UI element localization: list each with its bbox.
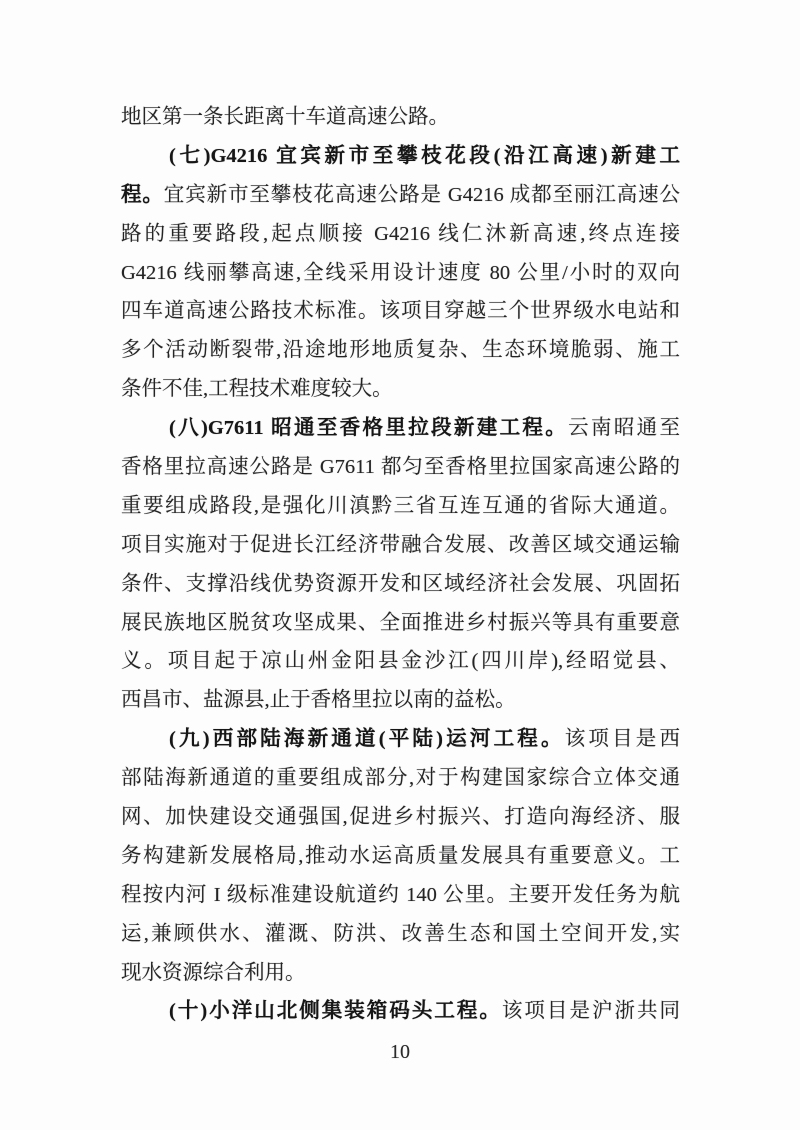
document-line bbox=[121, 137, 680, 176]
document-line bbox=[121, 292, 680, 331]
line-regular-segment: 重要组成路段,是强化川滇黔三省互连互通的省际大通道。 bbox=[121, 494, 680, 517]
document-line bbox=[121, 331, 680, 370]
page-number: 10 bbox=[390, 1041, 410, 1063]
line-regular-segment: 路的重要路段,起点顺接 G4216 线仁沐新高速,终点连接 bbox=[121, 222, 680, 245]
document-line bbox=[121, 98, 680, 137]
document-line bbox=[121, 720, 680, 759]
document-line bbox=[121, 798, 680, 837]
document-line bbox=[121, 759, 680, 798]
line-regular-segment: 部陆海新通道的重要组成部分,对于构建国家综合立体交通 bbox=[121, 767, 680, 790]
line-regular-segment: 多个活动断裂带,沿途地形地质复杂、生态环境脆弱、施工 bbox=[121, 339, 680, 362]
text-block bbox=[121, 98, 680, 1031]
line-regular-segment: 务构建新发展格局,推动水运高质量发展具有重要意义。工 bbox=[121, 844, 680, 867]
document-line bbox=[121, 915, 680, 954]
line-regular-segment: 宜宾新市至攀枝花高速公路是 G4216 成都至丽江高速公 bbox=[163, 183, 680, 206]
line-bold-segment: (十)小洋山北侧集装箱码头工程。 bbox=[169, 1000, 502, 1023]
line-bold-segment: (九)西部陆海新通道(平陆)运河工程。 bbox=[169, 728, 565, 751]
line-regular-segment: 项目实施对于促进长江经济带融合发展、改善区域交通运输 bbox=[121, 533, 680, 556]
line-bold-segment: 程。 bbox=[121, 183, 164, 206]
document-line bbox=[121, 604, 680, 643]
line-regular-segment: 现水资源综合利用。 bbox=[121, 961, 306, 984]
line-regular-segment: 程按内河 I 级标准建设航道约 140 公里。主要开发任务为航 bbox=[121, 883, 680, 906]
document-line bbox=[121, 370, 680, 409]
line-regular-segment: 条件不佳,工程技术难度较大。 bbox=[121, 378, 393, 401]
document-line bbox=[121, 487, 680, 526]
line-bold-segment: (七)G4216 宜宾新市至攀枝花段(沿江高速)新建工 bbox=[169, 144, 680, 167]
document-line bbox=[121, 215, 680, 254]
line-regular-segment: 该项目是西 bbox=[564, 728, 680, 751]
line-bold-segment: (八)G7611 昭通至香格里拉段新建工程。 bbox=[169, 417, 569, 440]
document-line bbox=[121, 565, 680, 604]
line-regular-segment: 香格里拉高速公路是 G7611 都匀至香格里拉国家高速公路的 bbox=[121, 456, 680, 479]
document-line bbox=[121, 254, 680, 293]
line-regular-segment: 云南昭通至 bbox=[568, 417, 680, 440]
document-line bbox=[121, 954, 680, 993]
document-line bbox=[121, 837, 680, 876]
document-line bbox=[121, 409, 680, 448]
line-regular-segment: 条件、支撑沿线优势资源开发和区域经济社会发展、巩固拓 bbox=[121, 572, 680, 595]
line-regular-segment: 地区第一条长距离十车道高速公路。 bbox=[121, 106, 449, 128]
document-line bbox=[121, 526, 680, 565]
line-regular-segment: 四车道高速公路技术标准。该项目穿越三个世界级水电站和 bbox=[121, 300, 680, 323]
line-regular-segment: G4216 线丽攀高速,全线采用设计速度 80 公里/小时的双向 bbox=[121, 261, 680, 284]
line-regular-segment: 该项目是沪浙共同 bbox=[501, 1000, 680, 1023]
document-line bbox=[121, 642, 680, 681]
document-line bbox=[121, 992, 680, 1031]
line-regular-segment: 运,兼顾供水、灌溉、防洪、改善生态和国土空间开发,实 bbox=[121, 922, 680, 945]
line-regular-segment: 展民族地区脱贫攻坚成果、全面推进乡村振兴等具有重要意 bbox=[121, 611, 680, 634]
line-regular-segment: 义。项目起于凉山州金阳县金沙江(四川岸),经昭觉县、 bbox=[121, 650, 680, 673]
document-line bbox=[121, 176, 680, 215]
document-line bbox=[121, 681, 680, 720]
line-regular-segment: 西昌市、盐源县,止于香格里拉以南的益松。 bbox=[121, 689, 516, 712]
line-regular-segment: 网、加快建设交通强国,促进乡村振兴、打造向海经济、服 bbox=[121, 806, 680, 829]
document-line bbox=[121, 876, 680, 915]
document-line bbox=[121, 448, 680, 487]
